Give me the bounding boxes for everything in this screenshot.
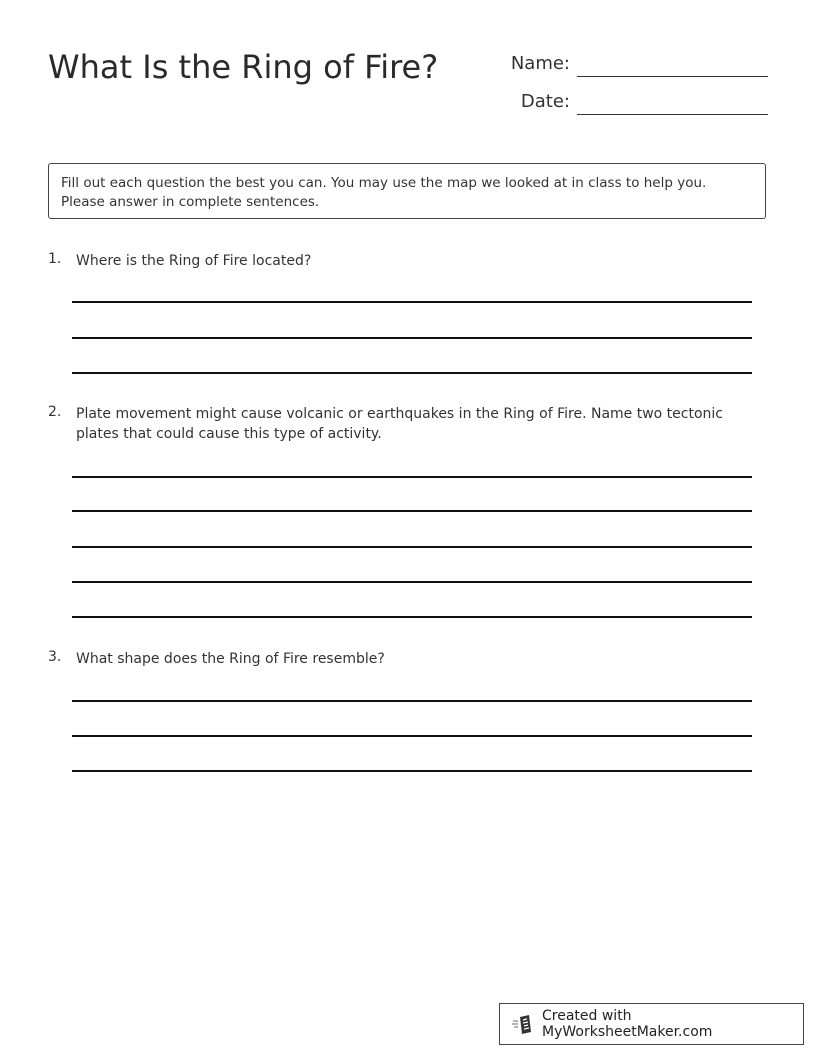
question-1-answer-line-1[interactable] bbox=[72, 301, 752, 303]
question-3-number: 3. bbox=[48, 649, 62, 665]
question-1-answer-line-2[interactable] bbox=[72, 337, 752, 339]
instructions-box bbox=[48, 163, 766, 219]
question-2-text: Plate movement might cause volcanic or earthquakes in the Ring of Fire. Name two tectonic plates that could cause this type of activity. bbox=[76, 406, 723, 442]
question-2-number: 2. bbox=[48, 404, 62, 420]
instructions-line-1: Fill out each question the best you can. You may use the map we looked at in class to help you. bbox=[61, 175, 707, 191]
question-3-text: What shape does the Ring of Fire resemble? bbox=[76, 651, 385, 667]
instructions-line-2: Please answer in complete sentences. bbox=[61, 194, 320, 210]
question-3-answer-line-2[interactable] bbox=[72, 735, 752, 737]
footer-text: Created with MyWorksheetMaker.com bbox=[542, 1008, 713, 1040]
date-field[interactable] bbox=[577, 114, 768, 115]
date-label: Date: bbox=[520, 91, 570, 112]
question-2-answer-line-4[interactable] bbox=[72, 581, 752, 583]
question-1-answer-line-3[interactable] bbox=[72, 372, 752, 374]
name-label: Name: bbox=[510, 53, 570, 74]
question-2-answer-line-5[interactable] bbox=[72, 616, 752, 618]
question-1-text: Where is the Ring of Fire located? bbox=[76, 253, 312, 269]
page-title: What Is the Ring of Fire? bbox=[48, 48, 439, 86]
question-1-number: 1. bbox=[48, 251, 62, 267]
question-2-answer-line-3[interactable] bbox=[72, 546, 752, 548]
question-2-answer-line-2[interactable] bbox=[72, 510, 752, 512]
name-field[interactable] bbox=[577, 76, 768, 77]
question-3-answer-line-1[interactable] bbox=[72, 700, 752, 702]
worksheet-logo-icon bbox=[512, 1013, 534, 1035]
question-2-answer-line-1[interactable] bbox=[72, 476, 752, 478]
question-3-answer-line-3[interactable] bbox=[72, 770, 752, 772]
footer-badge[interactable] bbox=[499, 1003, 804, 1045]
